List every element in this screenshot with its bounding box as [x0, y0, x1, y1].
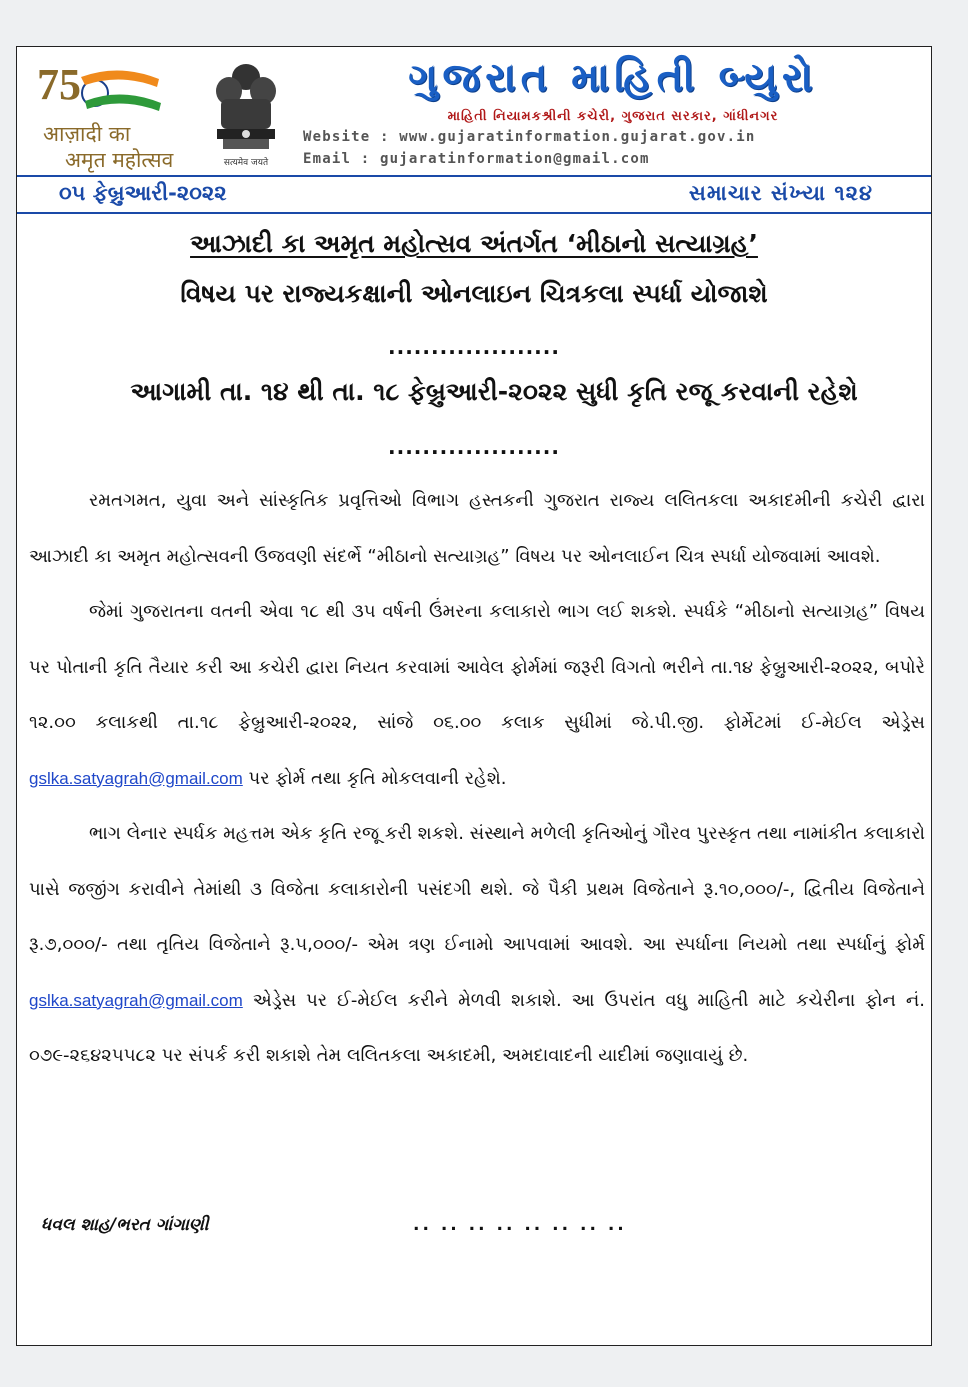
author-signoff: ધવલ શાહ/ભરત ગાંગાણી [41, 1215, 209, 1235]
paragraph-3-text-b: એડ્રેસ પર ઈ-મેઈલ કરીને મેળવી શકાશે. આ ઉપરાંત વધુ માહિતી માટે કચેરીના ફોન નં. ૦૭૯-૨૬૪૨૫૫૮૨ પર સંપર્ક કરી શકાશે તેમ લલિતકલા અકાદમી, અમદાવાદની યાદીમાં જણાવાયું છે. [29, 989, 925, 1066]
subheading: આગામી તા. ૧૪ થી તા. ૧૮ ફેબ્રુઆરી-૨૦૨૨ સુધી કૃતિ રજૂ કરવાની રહેશે [130, 377, 858, 406]
end-dots: .. .. .. .. .. .. .. .. [413, 1215, 627, 1235]
paragraph-3-text-a: ભાગ લેનાર સ્પર્ધક મહત્તમ એક કૃતિ રજૂ કરી શકશે. સંસ્થાને મળેલી કૃતિઓનું ગૌરવ પુરસ્કૃત તથા નામાંકીત કલાકારો પાસે જજીંગ કરાવીને તેમાંથી ૩ વિજેતા કલાકારોની પસંદગી થશે. જે પૈકી પ્રથમ વિજેતાને રૂ.૧૦,૦૦૦/-, દ્વિતીય વિજેતાને રૂ.૭,૦૦૦/- તથા તૃતિય વિજેતાને રૂ.૫,૦૦૦/- એમ ત્રણ ઈનામો આપવામાં આવશે. આ સ્પર્ધાના નિયમો તથા સ્પર્ધાનું ફોર્મ [29, 823, 925, 955]
letterhead [17, 47, 931, 183]
separator-dots-2: .................... [388, 435, 560, 459]
header-divider-top [17, 175, 931, 177]
separator-dots-1: .................... [388, 335, 560, 359]
paragraph-2-text-a: જેમાં ગુજરાતના વતની એવા ૧૮ થી ૩૫ વર્ષની ઉંમરના કલાકારો ભાગ લઈ શકશે. સ્પર્ધકે “મીઠાનો સત્યાગ્રહ” વિષય પર પોતાની કૃતિ તૈયાર કરી આ કચેરી દ્વારા નિયત કરવામાં આવેલ ફોર્મમાં જરૂરી વિગતો ભરીને તા.૧૪ ફેબ્રુઆરી-૨૦૨૨, બપોરે ૧૨.૦૦ કલાકથી તા.૧૮ ફેબ્રુઆરી-૨૦૨૨, સાંજે ૦૬.૦૦ કલાક સુધીમાં જે.પી.જી. ફોર્મેટમાં ઈ-મેઈલ એડ્રેસ [29, 601, 925, 733]
email-link-2[interactable]: gslka.satyagrah@gmail.com [29, 990, 243, 1010]
email-line: Email : gujaratinformation@gmail.com [303, 151, 650, 167]
paragraph-2-text-b: પર ફોર્મ તથા કૃતિ મોકલવાની રહેશે. [242, 767, 507, 789]
svg-text:75: 75 [37, 60, 81, 109]
bureau-subtitle: માહિતી નિયામકશ્રીની કચેરી, ગુજરાત સરકાર, ગાંધીનગર [447, 109, 779, 124]
emblem-motto: सत्यमेव जयते [223, 158, 269, 168]
paragraph-3 [29, 806, 925, 1084]
news-number: સમાચાર સંખ્યા ૧૨૪ [688, 181, 873, 205]
logo-text-line2: अमृत महोत्सव [65, 148, 174, 172]
email-link-1[interactable]: gslka.satyagrah@gmail.com [29, 768, 243, 788]
paragraph-1: રમતગમત, યુવા અને સાંસ્કૃતિક પ્રવૃત્તિઓ વિભાગ હસ્તકની ગુજરાત રાજ્ય લલિતકલા અકાદમીની કચેરી દ્વારા આઝાદી કા અમૃત મહોત્સવની ઉજવણી સંદર્ભે “મીઠાનો સત્યાગ્રહ” વિષય પર ઓનલાઈન ચિત્ર સ્પર્ધા યોજવામાં આવશે. [29, 490, 925, 567]
paragraph-2 [29, 584, 925, 806]
national-emblem-icon [207, 59, 285, 171]
release-date: ૦૫ ફેબ્રુઆરી-૨૦૨૨ [59, 181, 227, 205]
article-body [29, 473, 925, 1084]
bureau-title: ગુજરાત માહિતી બ્યુરો [408, 55, 818, 101]
header-divider-bottom [17, 212, 931, 214]
headline-line1: આઝાદી કા અમૃત મહોત્સવ અંતર્ગત ‘મીઠાનો સત્યાગ્રહ’ [190, 229, 758, 258]
logo-text-line1: आज़ादी का [43, 122, 131, 146]
headline-line2: વિષય પર રાજ્યકક્ષાની ઓનલાઇન ચિત્રકલા સ્પર્ધા યોજાશે [180, 279, 768, 308]
website-line: Website : www.gujaratinformation.gujarat.gov.in [303, 129, 756, 145]
azadi-ka-amrit-mahotsav-logo [29, 57, 199, 177]
press-release-page [16, 46, 932, 1346]
